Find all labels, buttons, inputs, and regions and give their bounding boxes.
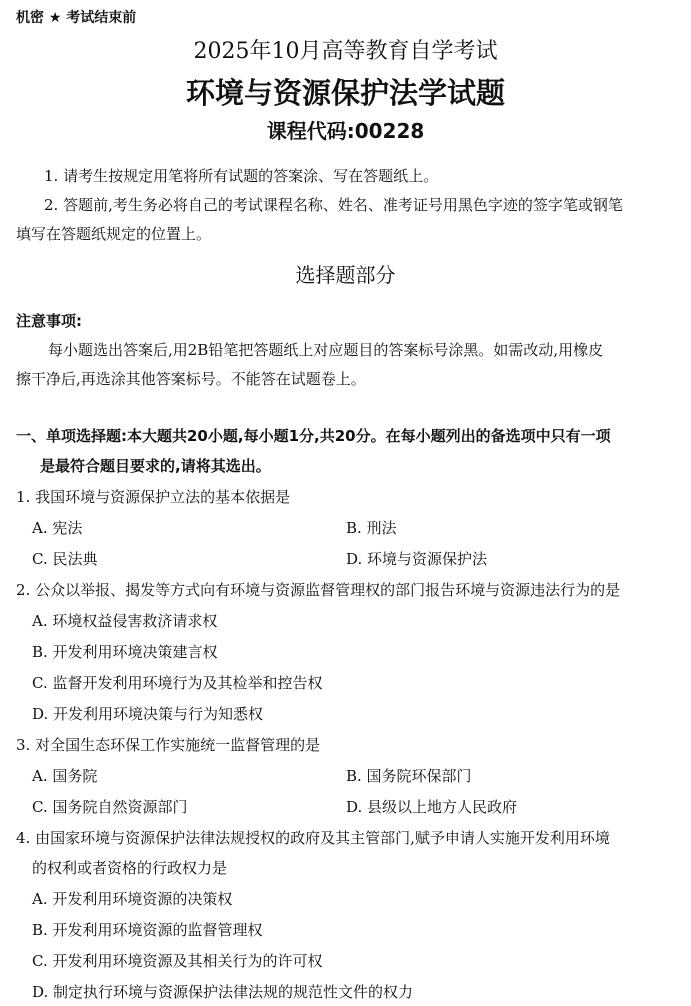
section-title: 选择题部分 bbox=[295, 263, 396, 287]
notice-line-2: 擦干净后,再选涂其他答案标号。不能答在试题卷上。 bbox=[16, 370, 366, 388]
question-2-option-a: A. 环境权益侵害救济请求权 bbox=[32, 612, 218, 630]
question-1-option-a: A. 宪法 bbox=[32, 519, 83, 537]
question-2-stem: 2. 公众以举报、揭发等方式向有环境与资源监督管理权的部门报告环境与资源违法行为的是 bbox=[16, 581, 621, 599]
exam-title: 环境与资源保护法学试题 bbox=[185, 76, 505, 110]
part1-heading-line-1: 一、单项选择题:本大题共20小题,每小题1分,共20分。在每小题列出的备选项中只有一项 bbox=[16, 427, 611, 445]
question-4-option-b: B. 开发利用环境资源的监督管理权 bbox=[32, 921, 263, 939]
instruction-item-2-line-1: 2. 答题前,考生务必将自己的考试课程名称、姓名、准考证号用黑色字迹的签字笔或钢笔 bbox=[44, 196, 623, 214]
question-1-stem: 1. 我国环境与资源保护立法的基本依据是 bbox=[16, 488, 291, 506]
question-4-option-c: C. 开发利用环境资源及其相关行为的许可权 bbox=[32, 952, 323, 970]
instruction-item-2-line-2: 填写在答题纸规定的位置上。 bbox=[16, 225, 212, 243]
question-3-option-c: C. 国务院自然资源部门 bbox=[32, 798, 188, 816]
question-3-stem: 3. 对全国生态环保工作实施统一监督管理的是 bbox=[16, 736, 321, 754]
question-4-stem-line-2: 的权利或者资格的行政权力是 bbox=[32, 859, 228, 877]
question-2-option-b: B. 开发利用环境决策建言权 bbox=[32, 643, 218, 661]
secret-label: 机密 ★ 考试结束前 bbox=[16, 10, 137, 26]
exam-date: 2025年10月高等教育自学考试 bbox=[193, 39, 498, 64]
question-1-option-c: C. 民法典 bbox=[32, 550, 98, 568]
course-code: 课程代码:00228 bbox=[266, 119, 425, 143]
part1-heading-line-2: 是最符合题目要求的,请将其选出。 bbox=[40, 457, 271, 475]
question-4-stem-line-1: 4. 由国家环境与资源保护法律法规授权的政府及其主管部门,赋予申请人实施开发利用环境 bbox=[16, 829, 610, 847]
question-1-option-d: D. 环境与资源保护法 bbox=[346, 550, 488, 568]
notice-label: 注意事项: bbox=[16, 312, 82, 330]
question-2-option-c: C. 监督开发利用环境行为及其检举和控告权 bbox=[32, 674, 323, 692]
question-4-option-a: A. 开发利用环境资源的决策权 bbox=[32, 890, 233, 908]
notice-line-1: 每小题选出答案后,用2B铅笔把答题纸上对应题目的答案标号涂黑。如需改动,用橡皮 bbox=[48, 341, 604, 359]
instruction-item-1: 1. 请考生按规定用笔将所有试题的答案涂、写在答题纸上。 bbox=[44, 167, 439, 185]
question-3-option-b: B. 国务院环保部门 bbox=[346, 767, 472, 785]
question-3-option-d: D. 县级以上地方人民政府 bbox=[346, 798, 518, 816]
question-2-option-d: D. 开发利用环境决策与行为知悉权 bbox=[32, 705, 264, 723]
question-1-option-b: B. 刑法 bbox=[346, 519, 397, 537]
question-4-option-d: D. 制定执行环境与资源保护法律法规的规范性文件的权力 bbox=[32, 983, 414, 1001]
question-3-option-a: A. 国务院 bbox=[32, 767, 98, 785]
